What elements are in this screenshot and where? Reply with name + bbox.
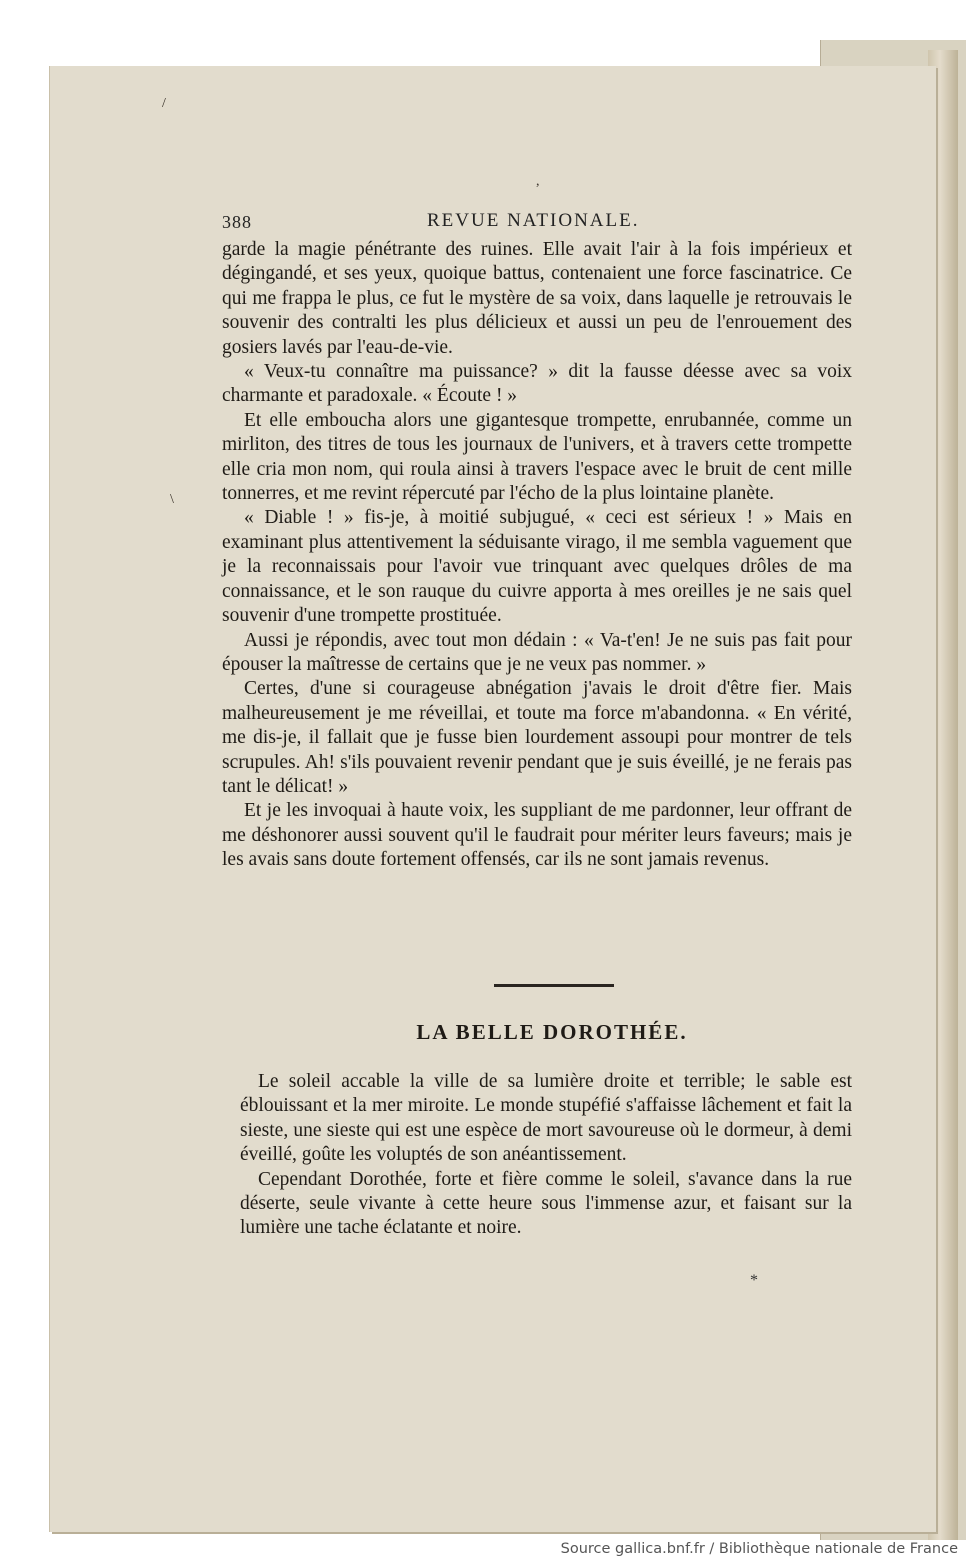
paragraph: « Diable ! » fis-je, à moitié subjugué, « ceci est sérieux ! » Mais en examinant plus attentivement la séduisante virago, il me sembla vaguement que je la reconnaissais pour l'avoir vue trinquant avec quelques drôles de ma connaissance, et le son rauque du cuivre apporta à mes oreilles je ne sais quel souvenir d'une trompette prostituée. <box>222 507 852 627</box>
running-title: REVUE NATIONALE. <box>427 210 640 231</box>
paragraph: Certes, d'une si courageuse abnégation j'avais le droit d'être fier. Mais malheureusement je me réveillai, et toute ma force m'abandonna. « En vérité, me dis-je, il fallait que je fusse bien lourdement assoupi pour montrer de tels scrupules. Ah! s'ils pouvaient revenir pendant que je suis éveillé, je ne ferais pas tant le délicat! » <box>222 678 852 797</box>
section-divider <box>494 984 614 987</box>
scan-mark: \ <box>170 492 174 507</box>
page-header <box>222 208 852 238</box>
paragraph: « Veux-tu connaître ma puissance? » dit la fausse déesse avec sa voix charmante et paradoxale. « Écoute ! » <box>222 361 852 407</box>
paragraph: Le soleil accable la ville de sa lumière droite et terrible; le sable est éblouissant et la mer miroite. Le monde stupéfié s'affaisse lâchement et fait la sieste, une sieste qui est une espèce de mort savoureuse où le dormeur, à demi éveillé, goûte les voluptés de son anéantissement. <box>240 1071 852 1166</box>
continued-text <box>222 238 852 873</box>
paragraph: Aussi je répondis, avec tout mon dédain : « Va-t'en! Je ne suis pas fait pour épouser la maîtresse de certains que je ne veux pas nommer. » <box>222 629 852 675</box>
scan-mark: / <box>162 96 166 111</box>
section-body <box>240 1070 852 1241</box>
paragraph: Et je les invoquai à haute voix, les suppliant de me pardonner, leur offrant de me déshonorer aussi souvent qu'il le faudrait pour mériter leurs faveurs; mais je les avais sans doute fortement offensés, car ils ne sont jamais revenus. <box>222 800 852 871</box>
ornament-asterisk: * <box>750 1272 758 1289</box>
paragraph: Cependant Dorothée, forte et fière comme le soleil, s'avance dans la rue déserte, seule vivante à cette heure sous l'immense azur, et faisant sur la lumière une tache éclatante et noire. <box>240 1168 852 1239</box>
source-credit: Source gallica.bnf.fr / Bibliothèque nationale de France <box>560 1541 958 1557</box>
paragraph: Et elle emboucha alors une gigantesque trompette, enrubannée, comme un mirliton, des titres de tous les journaux de l'univers, et à travers cette trompette elle cria mon nom, qui roula ainsi à travers l'espace avec le bruit de cent mille tonnerres, et me revint répercuté par l'écho de la plus lointaine planète. <box>222 409 852 505</box>
scan-mark: , <box>536 174 540 189</box>
section-title: LA BELLE DOROTHÉE. <box>416 1020 688 1044</box>
paragraph: garde la magie pénétrante des ruines. Elle avait l'air à la fois impérieux et dégingandé, et ses yeux, quoique battus, contenaient une force fascinatrice. Ce qui me frappa le plus, ce fut le mystère de sa voix, dans laquelle je retrouvais le souvenir des contralti les plus délicieux et aussi un peu de l'enrouement des gosiers lavés par l'eau-de-vie. <box>222 239 852 358</box>
page-number: 388 <box>222 212 252 232</box>
